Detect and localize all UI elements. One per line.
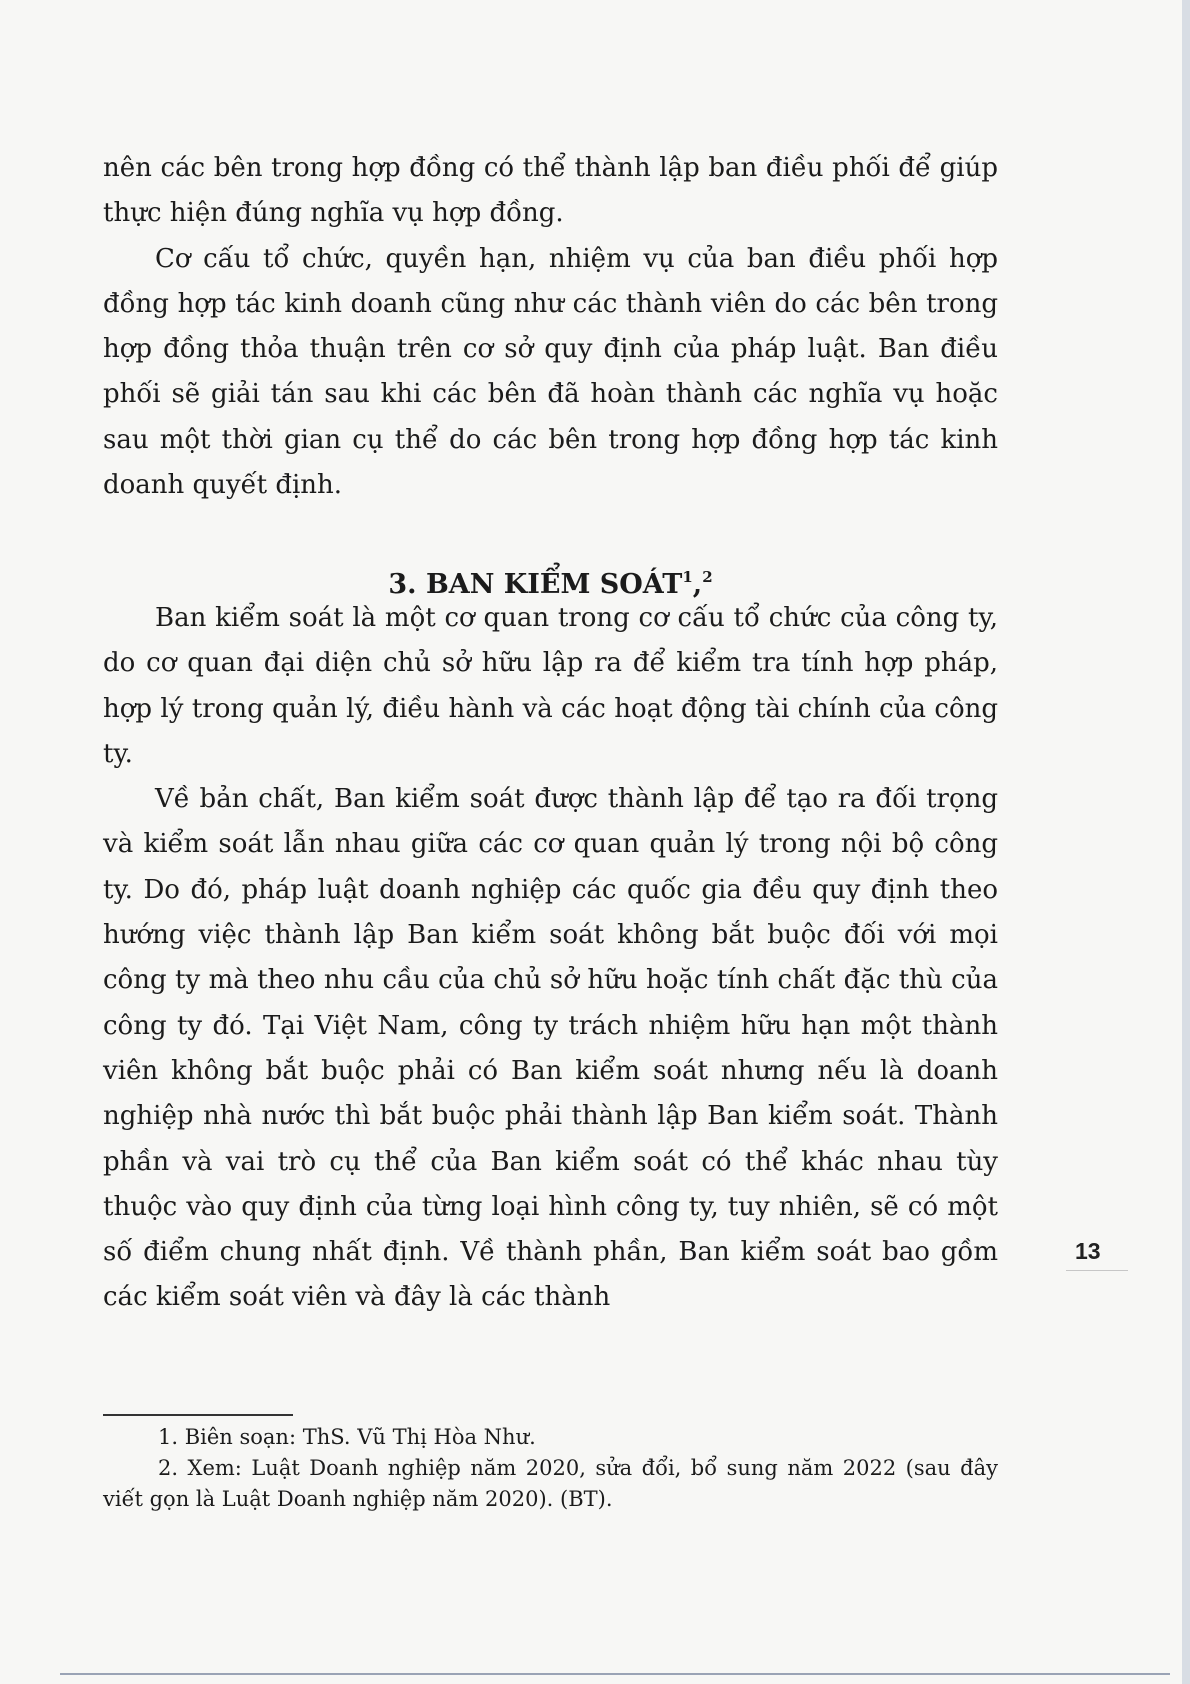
page-number-rule (1066, 1270, 1128, 1271)
intro-text (103, 146, 998, 508)
footnotes (103, 1422, 998, 1515)
section-text (103, 596, 998, 1321)
footnote-separator (103, 1414, 293, 1416)
intro-paragraph-continued: nên các bên trong hợp đồng có thể thành lập ban điều phối để giúp thực hiện đúng nghĩa vụ hợp đồng. (103, 153, 998, 229)
footnote-ref-separator: , (692, 569, 703, 600)
page-right-edge (1182, 0, 1190, 1684)
footnote-ref-2[interactable]: 2 (702, 568, 713, 586)
section-paragraph-definition: Ban kiểm soát là một cơ quan trong cơ cấu tổ chức của công ty, do cơ quan đại diện chủ sở hữu lập ra để kiểm tra tính hợp pháp, hợp lý trong quản lý, điều hành và các hoạt động tài chính của công ty. (103, 603, 998, 769)
bottom-edge-rule (60, 1673, 1170, 1675)
footnote-ref-1[interactable]: 1 (682, 568, 693, 586)
section-paragraph-nature: Về bản chất, Ban kiểm soát được thành lập để tạo ra đối trọng và kiểm soát lẫn nhau giữa các cơ quan quản lý trong nội bộ công ty. Do đó, pháp luật doanh nghiệp các quốc gia đều quy định theo hướng việc thành lập Ban kiểm soát không bắt buộc đối với mọi công ty mà theo nhu cầu của chủ sở hữu hoặc tính chất đặc thù của công ty đó. Tại Việt Nam, công ty trách nhiệm hữu hạn một thành viên không bắt buộc phải có Ban kiểm soát nhưng nếu là doanh nghiệp nhà nước thì bắt buộc phải thành lập Ban kiểm soát. Thành phần và vai trò cụ thể của Ban kiểm soát có thể khác nhau tùy thuộc vào quy định của từng loại hình công ty, tuy nhiên, sẽ có một số điểm chung nhất định. Về thành phần, Ban kiểm soát bao gồm các kiểm soát viên và đây là các thành (103, 784, 998, 1313)
footnote-2: 2. Xem: Luật Doanh nghiệp năm 2020, sửa đổi, bổ sung năm 2022 (sau đây viết gọn là Luật Doanh nghiệp năm 2020). (BT). (103, 1456, 998, 1511)
footnote-1: 1. Biên soạn: ThS. Vũ Thị Hòa Như. (158, 1425, 536, 1449)
page-number: 13 (1075, 1238, 1101, 1264)
section-heading-text: 3. BAN KIỂM SOÁT (388, 569, 683, 600)
intro-paragraph-coordination-board: Cơ cấu tổ chức, quyền hạn, nhiệm vụ của ban điều phối hợp đồng hợp tác kinh doanh cũng như các thành viên do các bên trong hợp đồng thỏa thuận trên cơ sở quy định của pháp luật. Ban điều phối sẽ giải tán sau khi các bên đã hoàn thành các nghĩa vụ hoặc sau một thời gian cụ thể do các bên trong hợp đồng hợp tác kinh doanh quyết định. (103, 243, 998, 501)
